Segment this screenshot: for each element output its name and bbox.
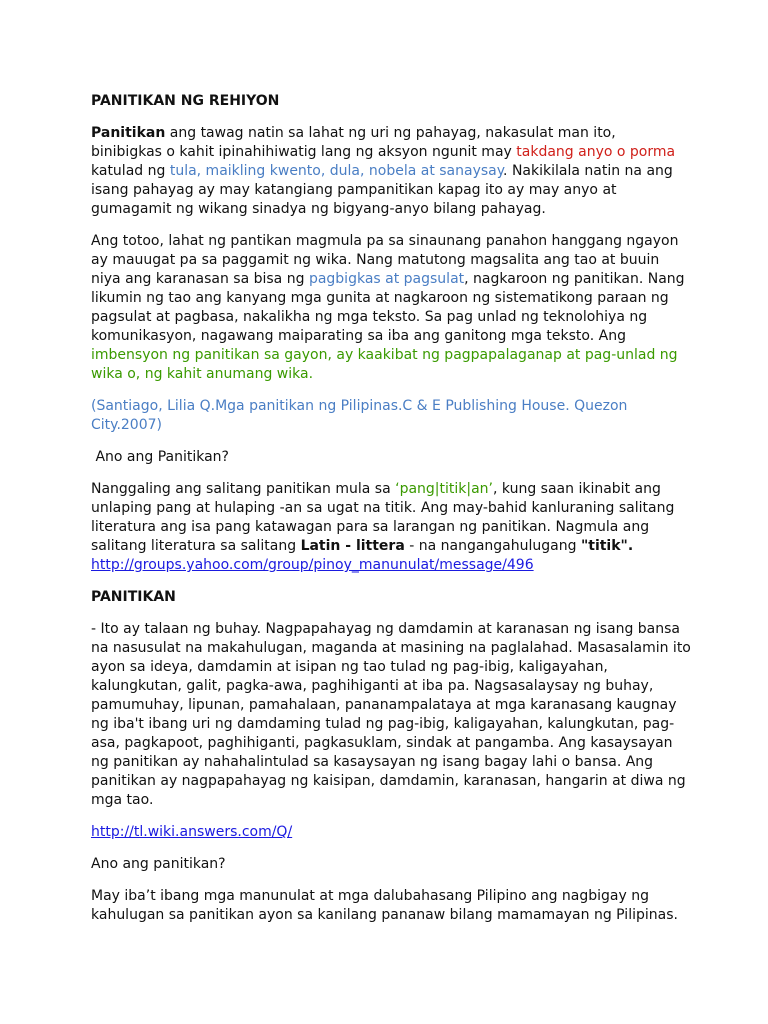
text-run: Ang totoo, lahat ng pantikan magmula pa sa sinaunang panahon hanggang ngayon ay mauugat pa sa paggamit ng wika. Nang matutong magsalita ang tao at buuin niya ang karanasan sa bisa ng bbox=[91, 233, 679, 287]
link-wiki-answers[interactable]: http://tl.wiki.answers.com/Q/ bbox=[91, 824, 293, 840]
bold-titik: "titik". bbox=[580, 538, 634, 554]
text-run: , nagkaroon ng panitikan. Nang likumin ng tao ang kanyang mga gunita at nagkaroon ng sistematikong paraan ng pagsulat at pagbasa, nakalikha ng mga teksto. Sa pag unlad ng teknolohiya ng komunikasyon, nagawang maiparating sa iba ang ganitong mga teksto. Ang bbox=[91, 271, 685, 344]
highlight-blue: pagbigkas at pagsulat bbox=[308, 271, 465, 287]
link-yahoo-groups[interactable]: http://groups.yahoo.com/group/pinoy_manunulat/message/496 bbox=[91, 557, 534, 573]
question-ano-ang-panitikan: Ano ang Panitikan? bbox=[91, 449, 229, 465]
text-run: ang tawag natin sa lahat ng uri ng pahayag, nakasulat man ito, binibigkas o kahit ipinahihiwatig lang ng aksyon ngunit may bbox=[91, 125, 616, 160]
text-run: , kung saan ikinabit ang unlaping pang at hulaping -an sa ugat na titik. Ang may-bahid kanluraning salitang literatura ang isa pang katawagan para sa larangan ng panitikan. Nagmula ang salitang literatura sa salitang bbox=[91, 481, 675, 554]
bold-latin-littera: Latin - littera bbox=[300, 538, 405, 554]
document-body bbox=[91, 92, 691, 938]
paragraph-manunulat: May iba’t ibang mga manunulat at mga dalubahasang Pilipino ang nagbigay ng kahulugan sa panitikan ayon sa kanilang pananaw bilang mamamayan ng Pilipinas. bbox=[91, 888, 678, 923]
paragraph-history bbox=[91, 232, 691, 384]
highlight-blue: tula, maikling kwento, dula, nobela at sanaysay bbox=[169, 163, 504, 179]
highlight-red: takdang anyo o porma bbox=[516, 144, 676, 160]
text-run: katulad ng bbox=[91, 163, 170, 179]
paragraph-etymology bbox=[91, 480, 691, 575]
text-run: - na nangangahulugang bbox=[404, 538, 581, 554]
citation: (Santiago, Lilia Q.Mga panitikan ng Pilipinas.C & E Publishing House. Quezon City.2007) bbox=[91, 398, 628, 433]
paragraph-link bbox=[91, 823, 691, 842]
highlight-green: imbensyon ng panitikan sa gayon, ay kaakibat ng pagpapalaganap at pag-unlad ng wika o, ng kahit anumang wika. bbox=[91, 347, 678, 382]
paragraph-definition bbox=[91, 124, 691, 219]
heading-panitikan-ng-rehiyon: PANITIKAN NG REHIYON bbox=[91, 93, 280, 109]
highlight-green: ‘pang|titik|an’ bbox=[395, 481, 494, 497]
term-panitikan: Panitikan bbox=[91, 125, 166, 141]
text-run: Nanggaling ang salitang panitikan mula sa bbox=[91, 481, 396, 497]
question-ano-ang-panitikan-2: Ano ang panitikan? bbox=[91, 856, 226, 872]
paragraph-talaan-ng-buhay: - Ito ay talaan ng buhay. Nagpapahayag ng damdamin at karanasan ng isang bansa na nasusulat na makahulugan, maganda at masining na paglalahad. Masasalamin ito ayon sa ideya, damdamin at isipan ng tao tulad ng pag-ibig, kaligayahan, kalungkutan, galit, pagka-awa, paghihiganti at iba pa. Nagsasalaysay ng buhay, pamumuhay, lipunan, pamahalaan, pananampalataya at mga karanasang kaugnay ng iba't ibang uri ng damdaming tulad ng pag-ibig, kaligayahan, kalungkutan, pag-asa, pagkapoot, paghihiganti, pagkasuklam, sindak at pangamba. Ang kasaysayan ng panitikan ay nahahalintulad sa kasaysayan ng isang bagay lahi o bansa. Ang panitikan ay nagpapahayag ng kaisipan, damdamin, karanasan, hangarin at diwa ng mga tao. bbox=[91, 621, 691, 808]
text-run: . Nakikilala natin na ang isang pahayag ay may katangiang pampanitikan kapag ito ay may anyo at gumagamit ng wikang sinadya ng bigyang-anyo bilang pahayag. bbox=[91, 163, 673, 217]
heading-panitikan: PANITIKAN bbox=[91, 589, 176, 605]
